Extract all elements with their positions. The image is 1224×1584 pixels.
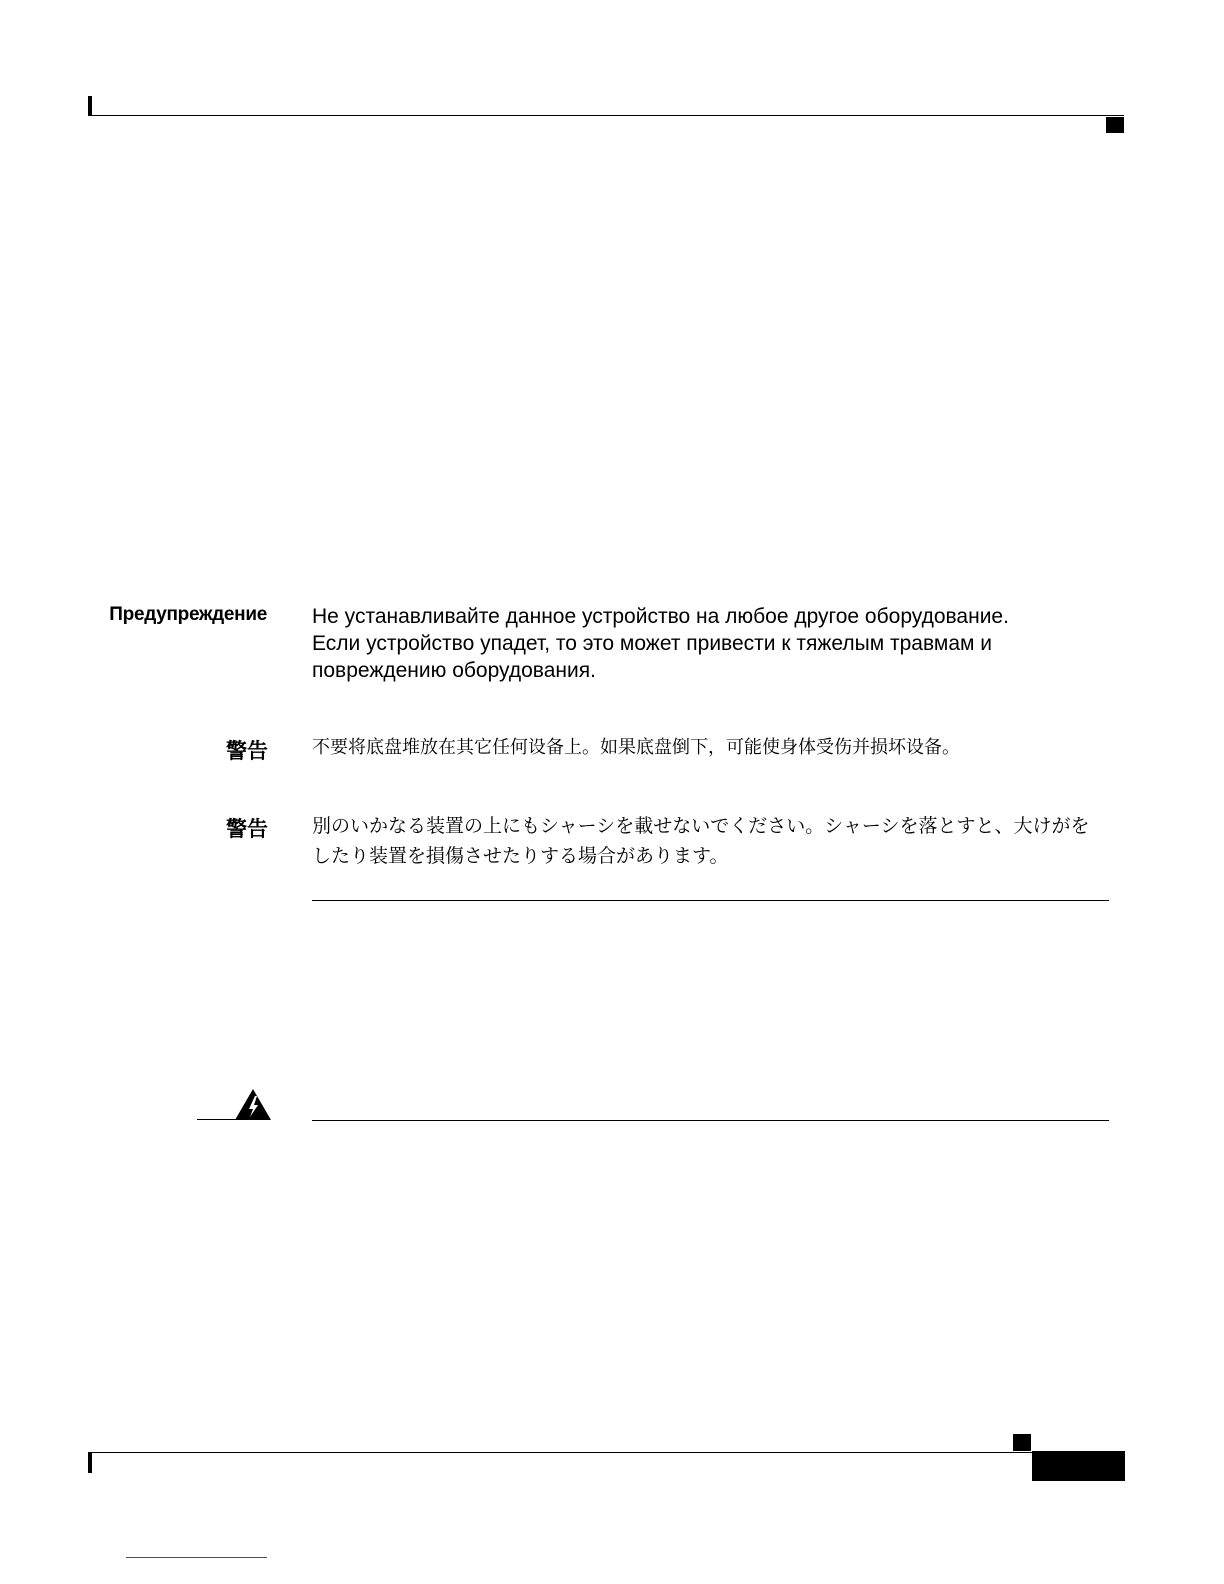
warning-label-russian: Предупреждение — [109, 604, 267, 625]
footer-rule — [88, 1452, 1034, 1453]
warning-text-chinese: 不要将底盘堆放在其它任何设备上。如果底盘倒下，可能使身体受伤并损坏设备。 — [312, 737, 960, 758]
warning-text-russian-line: Не устанавливайте данное устройство на любое другое оборудование. — [312, 605, 1009, 628]
header-left-bar — [88, 96, 92, 116]
caution-rule — [312, 1120, 1109, 1121]
warning-label-chinese: 警告 — [226, 739, 268, 763]
footer-link-underline[interactable] — [126, 1557, 267, 1558]
footer-left-bar — [88, 1453, 92, 1473]
warning-triangle-icon — [234, 1088, 272, 1121]
warning-end-rule — [312, 900, 1109, 901]
warning-text-russian-line: повреждению оборудования. — [312, 659, 596, 682]
header-marker — [1106, 117, 1124, 133]
warning-label-japanese: 警告 — [226, 817, 268, 841]
header-rule — [88, 115, 1124, 116]
warning-text-russian-line: Если устройство упадет, то это может привести к тяжелым травмам и — [312, 632, 993, 655]
warning-text-russian — [312, 603, 1112, 684]
page-number-tab — [1032, 1451, 1125, 1481]
footer-marker — [1013, 1434, 1031, 1451]
warning-text-japanese: 別のいかなる装置の上にもシャーシを載せないでください。シャーシを落とすと、大けがをしたり装置を損傷させたりする場合があります。 — [312, 815, 1090, 867]
